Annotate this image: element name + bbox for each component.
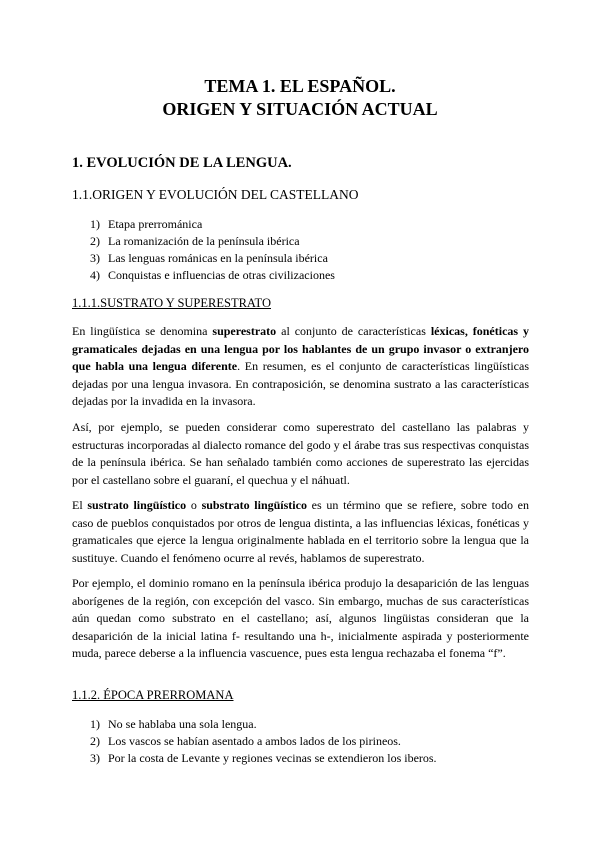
list-item-number: 1) [90, 717, 100, 731]
list-item-text: Las lenguas románicas en la península ibérica [108, 251, 328, 265]
paragraph-example-sustrato: Por ejemplo, el dominio romano en la península ibérica produjo la desaparición de las lenguas aborígenes de la región, con excepción del vasco. Sin embargo, muchas de sus características aún quedan como substrato en el castellano; así, algunos lingüistas consideran que la desaparición de la inicial latina f- resultando una h-, inicialmente aspirada y posteriormente muda, parece deberse a la influencia vascuence, pues esta lengua rechazaba el fonema “f”. [72, 576, 529, 660]
list-item-text: Por la costa de Levante y regiones vecinas se extendieron los iberos. [108, 751, 437, 765]
list-item-number: 3) [90, 751, 100, 765]
subsection-heading: 1.1.ORIGEN Y EVOLUCIÓN DEL CASTELLANO [72, 187, 359, 202]
bold-term: superestrato [212, 324, 277, 338]
paragraph-example-superestrato: Así, por ejemplo, se pueden considerar como superestrato del castellano las palabras y estructuras incorporadas al dialecto romance del godo y el árabe tras sus respectivas conquistas de la península ibérica. Se han señalado también como acciones de superestrato las ejercidas por el castellano sobre el guaraní, el quechua y el náhuatl. [72, 420, 529, 487]
list-item [72, 250, 335, 267]
stages-list [72, 216, 335, 284]
bold-term: substrato lingüístico [201, 498, 307, 512]
paragraph-text: El [72, 498, 88, 512]
list-item-number: 1) [90, 217, 100, 231]
list-item-text: La romanización de la península ibérica [108, 234, 300, 248]
section-heading: 1. EVOLUCIÓN DE LA LENGUA. [72, 155, 292, 171]
list-item-text: Los vascos se habían asentado a ambos lados de los pirineos. [108, 734, 401, 748]
subsubsection-heading-prerromana: 1.1.2. ÉPOCA PRERROMANA [72, 688, 234, 702]
paragraph-text: En lingüística se denomina [72, 324, 213, 338]
paragraph-text: . En resumen, es el conjunto de características lingüísticas dejadas por una lengua invasora. En contraposición, se denomina sustrato a las características dejadas por la invadida en la invasora. [72, 359, 529, 408]
list-item-text: Conquistas e influencias de otras civilizaciones [108, 268, 335, 282]
document-title-line-1: TEMA 1. EL ESPAÑOL. [204, 76, 396, 96]
list-item-number: 2) [90, 734, 100, 748]
paragraph-superestrato [72, 323, 529, 411]
paragraph-text: al conjunto de características [276, 324, 431, 338]
prerromana-list [72, 716, 437, 767]
paragraph-text: es un término que se refiere, sobre todo en caso de pueblos conquistados por otros de lengua distinta, a las influencias léxicas, fonéticas y gramaticales que ejerce la lengua originalmente hablada en el territorio sobre la lengua que la sustituye. Cuando el fenómeno ocurre al revés, hablamos de superestrato. [72, 498, 530, 565]
list-item-number: 2) [90, 234, 100, 248]
list-item [72, 716, 437, 733]
subsubsection-heading-sustrato: 1.1.1.SUSTRATO Y SUPERESTRATO [72, 296, 271, 310]
list-item-number: 3) [90, 251, 100, 265]
list-item [72, 267, 335, 284]
list-item-text: No se hablaba una sola lengua. [108, 717, 257, 731]
list-item-text: Etapa prerrománica [108, 217, 203, 231]
list-item-number: 4) [90, 268, 100, 282]
paragraph-text: o [186, 498, 202, 512]
paragraph-sustrato [72, 497, 529, 567]
list-item [72, 216, 335, 233]
list-item [72, 750, 437, 767]
bold-definition: léxicas, fonéticas y gramaticales dejadas en una lengua por los hablantes de un grupo invasor o extranjero que habla una lengua diferente [72, 324, 530, 373]
document-title-line-2: ORIGEN Y SITUACIÓN ACTUAL [162, 99, 438, 119]
list-item [72, 233, 335, 250]
list-item [72, 733, 437, 750]
bold-term: sustrato lingüístico [87, 498, 187, 512]
